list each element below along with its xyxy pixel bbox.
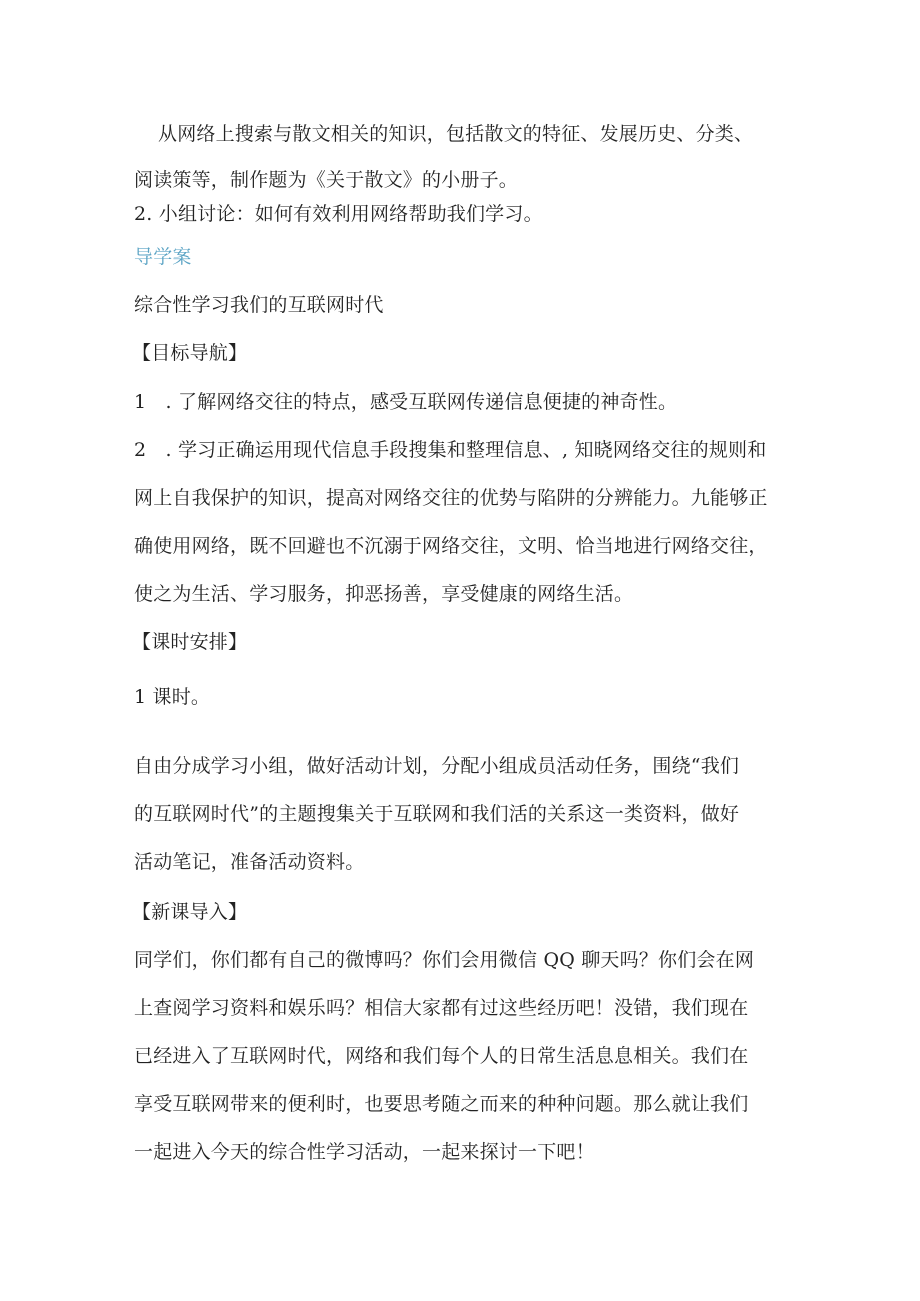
new-lesson-line-1: 同学们，你们都有自己的微博吗？你们会用微信 QQ 聊天吗？你们会在网	[134, 949, 755, 971]
preparation-line-3: 活动笔记，准备活动资料。	[134, 851, 365, 873]
goals-heading: 【目标导航】	[132, 342, 248, 364]
section-label: 导学案	[134, 246, 192, 268]
preparation-line-2: 的互联网时代”的主题搜集关于互联网和我们活的关系这一类资料，做好	[134, 803, 740, 825]
goal-item-2-line-4: 使之为生活、学习服务，抑恶扬善，享受健康的网络生活。	[134, 583, 634, 605]
new-lesson-line-5: 一起进入今天的综合性学习活动，一起来探讨一下吧！	[134, 1141, 595, 1163]
schedule-heading: 【课时安排】	[132, 631, 248, 653]
lesson-title: 综合性学习我们的互联网时代	[134, 294, 384, 316]
preparation-line-1: 自由分成学习小组，做好活动计划，分配小组成员活动任务，围绕“我们	[134, 755, 740, 777]
new-lesson-line-3: 已经进入了互联网时代，网络和我们每个人的日常生活息息相关。我们在	[134, 1045, 749, 1067]
new-lesson-line-2: 上查阅学习资料和娱乐吗？相信大家都有过这些经历吧！没错，我们现在	[134, 997, 749, 1019]
new-lesson-line-4: 享受互联网带来的便利时，也要思考随之而来的种种问题。那么就让我们	[134, 1093, 749, 1115]
discussion-item: 2. 小组讨论：如何有效利用网络帮助我们学习。	[134, 203, 543, 225]
schedule-value: 1 课时。	[134, 686, 211, 708]
intro-paragraph-line-1: 从网络上搜索与散文相关的知识，包括散文的特征、发展历史、分类、	[158, 123, 754, 145]
goal-item-1: 1 . 了解网络交往的特点，感受互联网传递信息便捷的神奇性。	[134, 391, 678, 413]
intro-paragraph-line-2: 阅读策等，制作题为《关于散文》的小册子。	[134, 169, 519, 191]
goal-item-2-line-2: 网上自我保护的知识，提高对网络交往的优势与陷阱的分辨能力。九能够正	[134, 487, 768, 509]
goal-item-2-line-1: 2 . 学习正确运用现代信息手段搜集和整理信息、, 知晓网络交往的规则和	[134, 439, 767, 461]
goal-item-2-line-3: 确使用网络，既不回避也不沉溺于网络交往，文明、恰当地进行网络交往，	[134, 535, 768, 557]
new-lesson-heading: 【新课导入】	[132, 901, 248, 923]
